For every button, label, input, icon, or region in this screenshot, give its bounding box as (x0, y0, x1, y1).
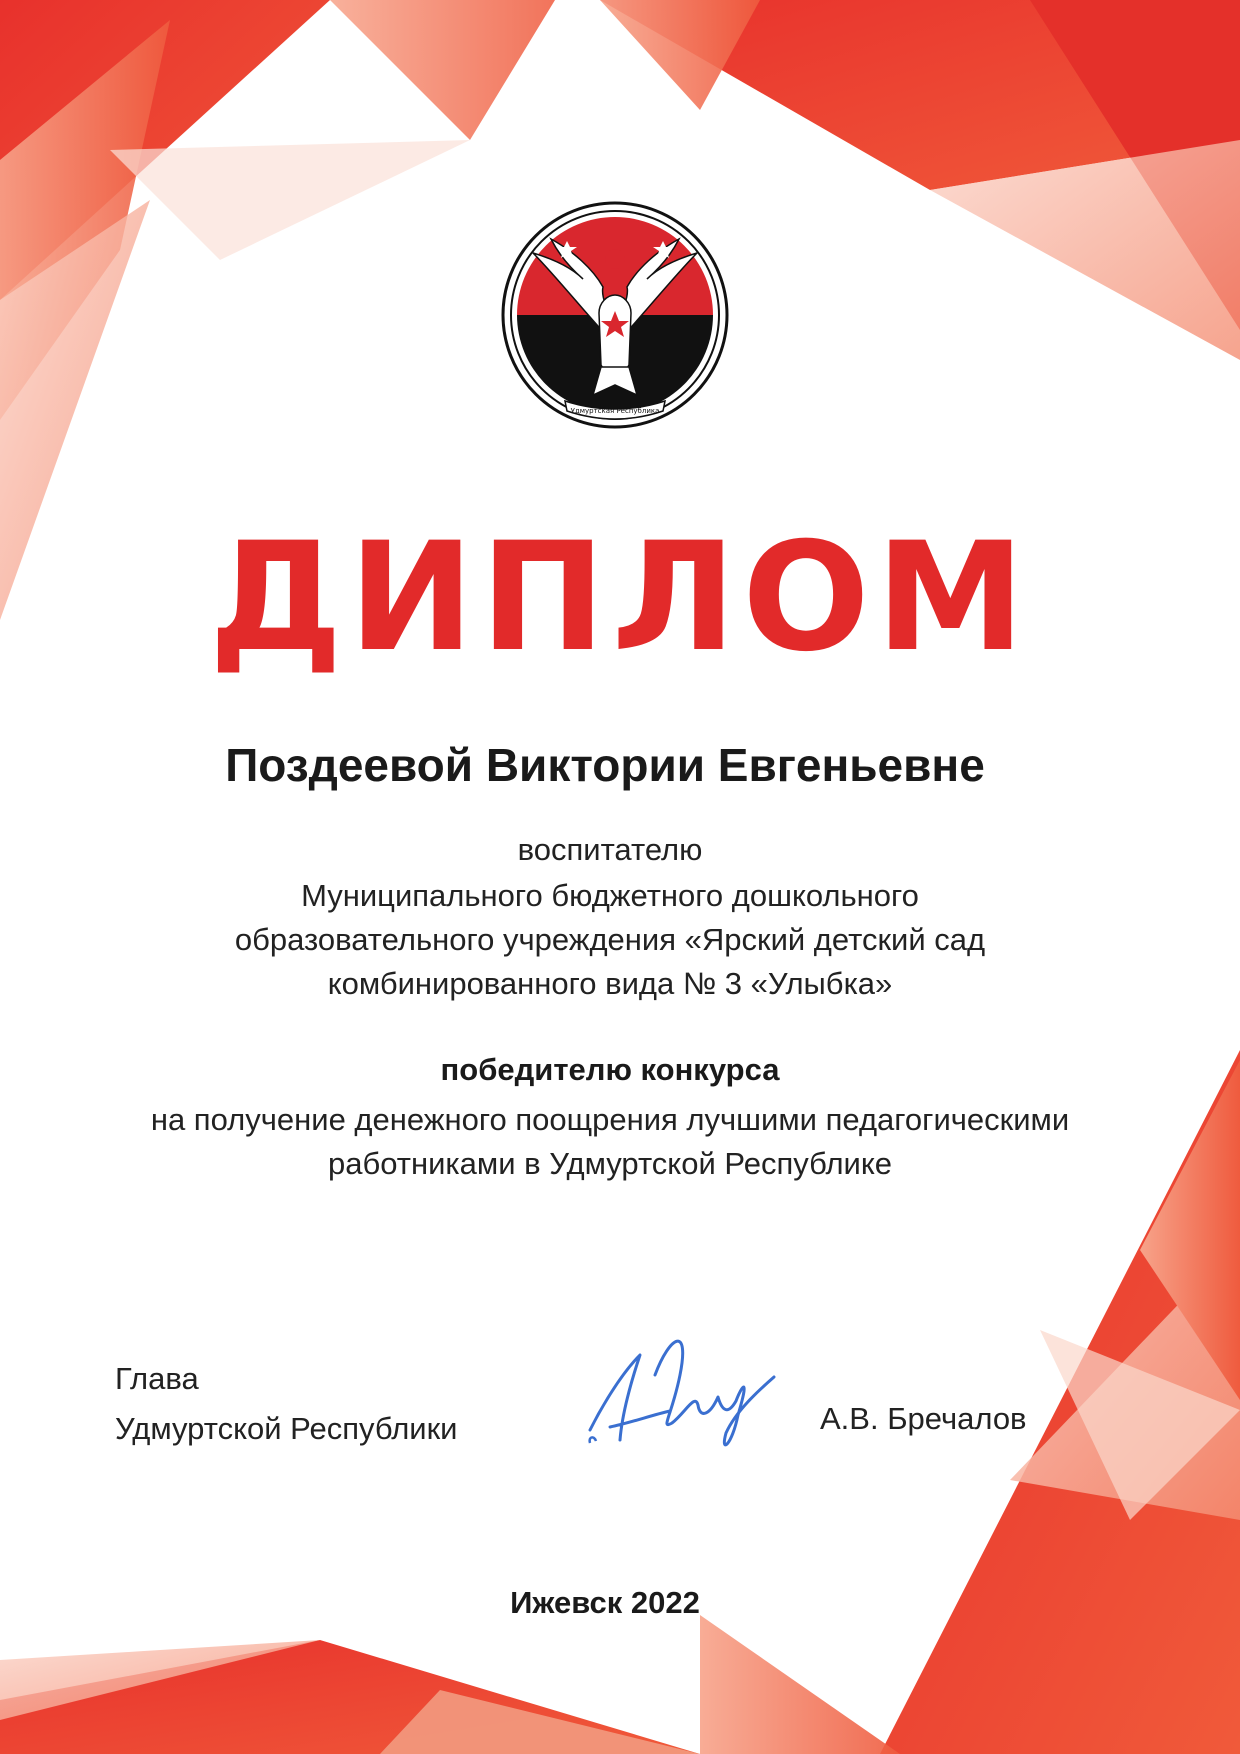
signatory-title (115, 1354, 458, 1454)
recipient-name: Поздеевой Виктории Евгеньевне (225, 739, 985, 791)
emblem-ribbon-text: Удмуртская Республика (570, 407, 660, 415)
signatory-name: А.В. Бречалов (820, 1401, 1027, 1436)
organization-line: комбинированного вида № 3 «Улыбка» (327, 966, 893, 1001)
winner-label: победителю конкурса (440, 1052, 780, 1087)
bg-shape (110, 140, 470, 260)
contest-line: на получение денежного поощрения лучшими педагогическими (150, 1102, 1070, 1137)
signatory-title-line: Удмуртской Республики (115, 1411, 458, 1446)
city-year: Ижевск 2022 (510, 1585, 700, 1620)
signatory-title-line: Глава (115, 1361, 199, 1396)
diploma-title: ДИПЛОМ (208, 511, 1032, 685)
organization-line: образовательного учреждения «Ярский детский сад (234, 922, 986, 957)
contest-description (0, 1098, 1220, 1186)
bg-shape (330, 0, 555, 140)
bg-shape (700, 1615, 900, 1754)
handwritten-signature (560, 1315, 780, 1465)
recipient-position: воспитателю (517, 832, 703, 867)
organization-block (0, 874, 1220, 1006)
coat-of-arms-emblem (495, 195, 735, 435)
contest-line: работниками в Удмуртской Республике (327, 1146, 892, 1181)
organization-line: Муниципального бюджетного дошкольного (301, 878, 919, 913)
